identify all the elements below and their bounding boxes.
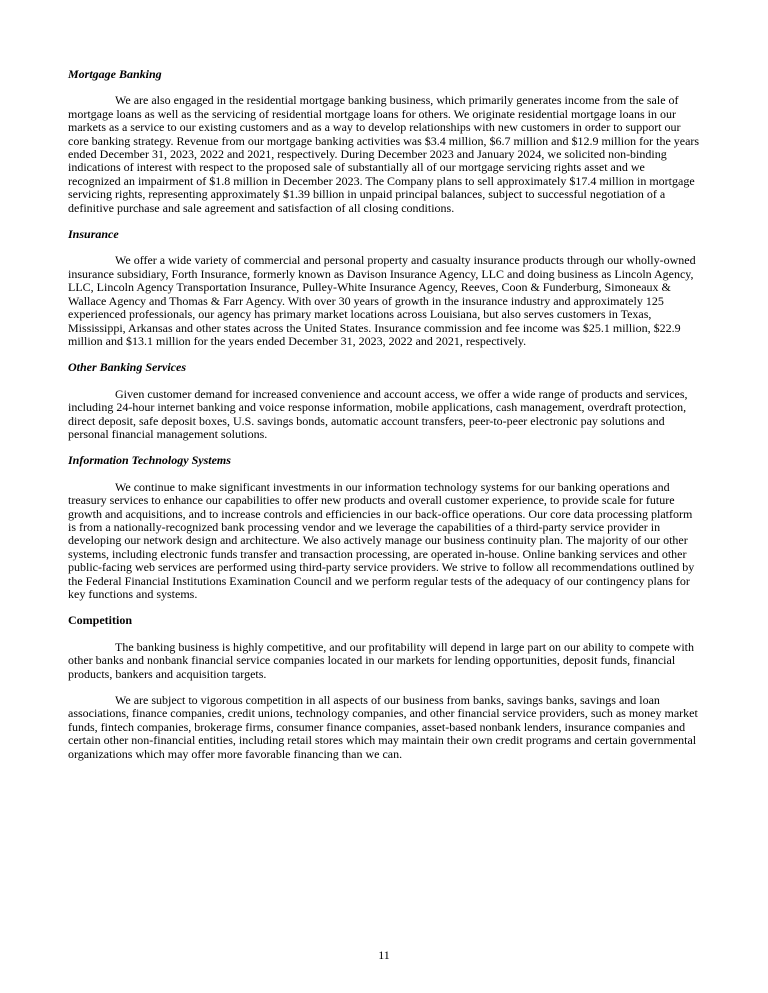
paragraph-information-technology-systems: We continue to make significant investments in our information technology systems for our banking operations and treasury services to enhance our capabilities to offer new products and overall customer experience, to provide scale for future growth and acquisitions, and to increase controls and efficiencies in our back-office operations. Our core data processing platform is from a nationally-recognized bank processing vendor and we leverage the capabilities of a third-party service provider in developing our network design and architecture. We also actively manage our business continuity plan. The majority of our other systems, including electronic funds transfer and transaction processing, are operated in-house. Online banking services and other public-facing web services are performed using third-party service providers. We strive to follow all recommendations outlined by the Federal Financial Institutions Examination Council and we perform regular tests of the adequacy of our contingency plans for key functions and systems. (68, 479, 695, 601)
section-other-banking-services (68, 361, 700, 441)
paragraph-competition-1: The banking business is highly competitive, and our profitability will depend in large part on our ability to compete with other banks and nonbank financial service companies located in our markets for lending opportunities, deposit funds, financial products, bankers and acquisition targets. (68, 639, 694, 681)
section-information-technology-systems (68, 454, 700, 601)
section-heading-other-banking-services: Other Banking Services (68, 360, 187, 375)
section-insurance (68, 228, 700, 348)
section-heading-mortgage-banking: Mortgage Banking (68, 67, 162, 81)
section-heading-insurance: Insurance (68, 227, 119, 242)
section-competition (68, 614, 700, 761)
paragraph-competition-2: We are subject to vigorous competition in all aspects of our business from banks, savings banks, savings and loan associations, finance companies, credit unions, technology companies, and other financial service providers, such as money market funds, fintech companies, brokerage firms, consumer finance companies, asset-based nonbank lenders, insurance companies and certain other non-financial entities, including retail stores which may maintain their own credit programs and certain governmental organizations which may offer more favorable financing than we can. (68, 693, 698, 761)
section-heading-information-technology-systems: Information Technology Systems (68, 453, 231, 468)
page-number: 11 (378, 947, 390, 962)
section-heading-competition: Competition (68, 613, 132, 628)
section-mortgage-banking (68, 68, 700, 215)
paragraph-insurance: We offer a wide variety of commercial and personal property and casualty insurance products through our wholly-owned insurance subsidiary, Forth Insurance, formerly known as Davison Insurance Agency, LLC and doing business as Lincoln Agency, LLC, Lincoln Agency Transportation Insurance, Pulley-White Insurance Agency, Reeves, Coon & Funderburg, Simoneaux & Wallace Agency and Thomas & Farr Agency. With over 30 years of growth in the insurance industry and approximately 125 experienced professionals, our agency has primary market locations across Louisiana, but also serves customers in Texas, Mississippi, Arkansas and other states across the United States. Insurance commission and fee income was $25.1 million, $22.9 million and $13.1 million for the years ended December 31, 2023, 2022 and 2021, respectively. (68, 253, 696, 348)
paragraph-mortgage-banking: We are also engaged in the residential mortgage banking business, which primarily generates income from the sale of mortgage loans as well as the servicing of residential mortgage loans for others. We originate residential mortgage loans in our markets as a service to our existing customers and as a way to develop relationships with new customers in order to support our core banking strategy. Revenue from our mortgage banking activities was $3.4 million, $6.7 million and $12.9 million for the years ended December 31, 2023, 2022 and 2021, respectively. During December 2023 and January 2024, we solicited non-binding indications of interest with respect to the proposed sale of substantially all of our mortgage servicing rights asset and we recognized an impairment of $1.8 million in December 2023. The Company plans to sell approximately $17.4 million in mortgage servicing rights, representing approximately $1.39 billion in unpaid principal balances, subject to successful negotiation of a definitive purchase and sale agreement and satisfaction of all closing conditions. (68, 93, 700, 215)
paragraph-other-banking-services: Given customer demand for increased convenience and account access, we offer a wide range of products and services, including 24-hour internet banking and voice response information, mobile applications, cash management, overdraft protection, direct deposit, safe deposit boxes, U.S. savings bonds, automatic account transfers, peer-to-peer electronic pay solutions and personal financial management solutions. (68, 386, 688, 441)
